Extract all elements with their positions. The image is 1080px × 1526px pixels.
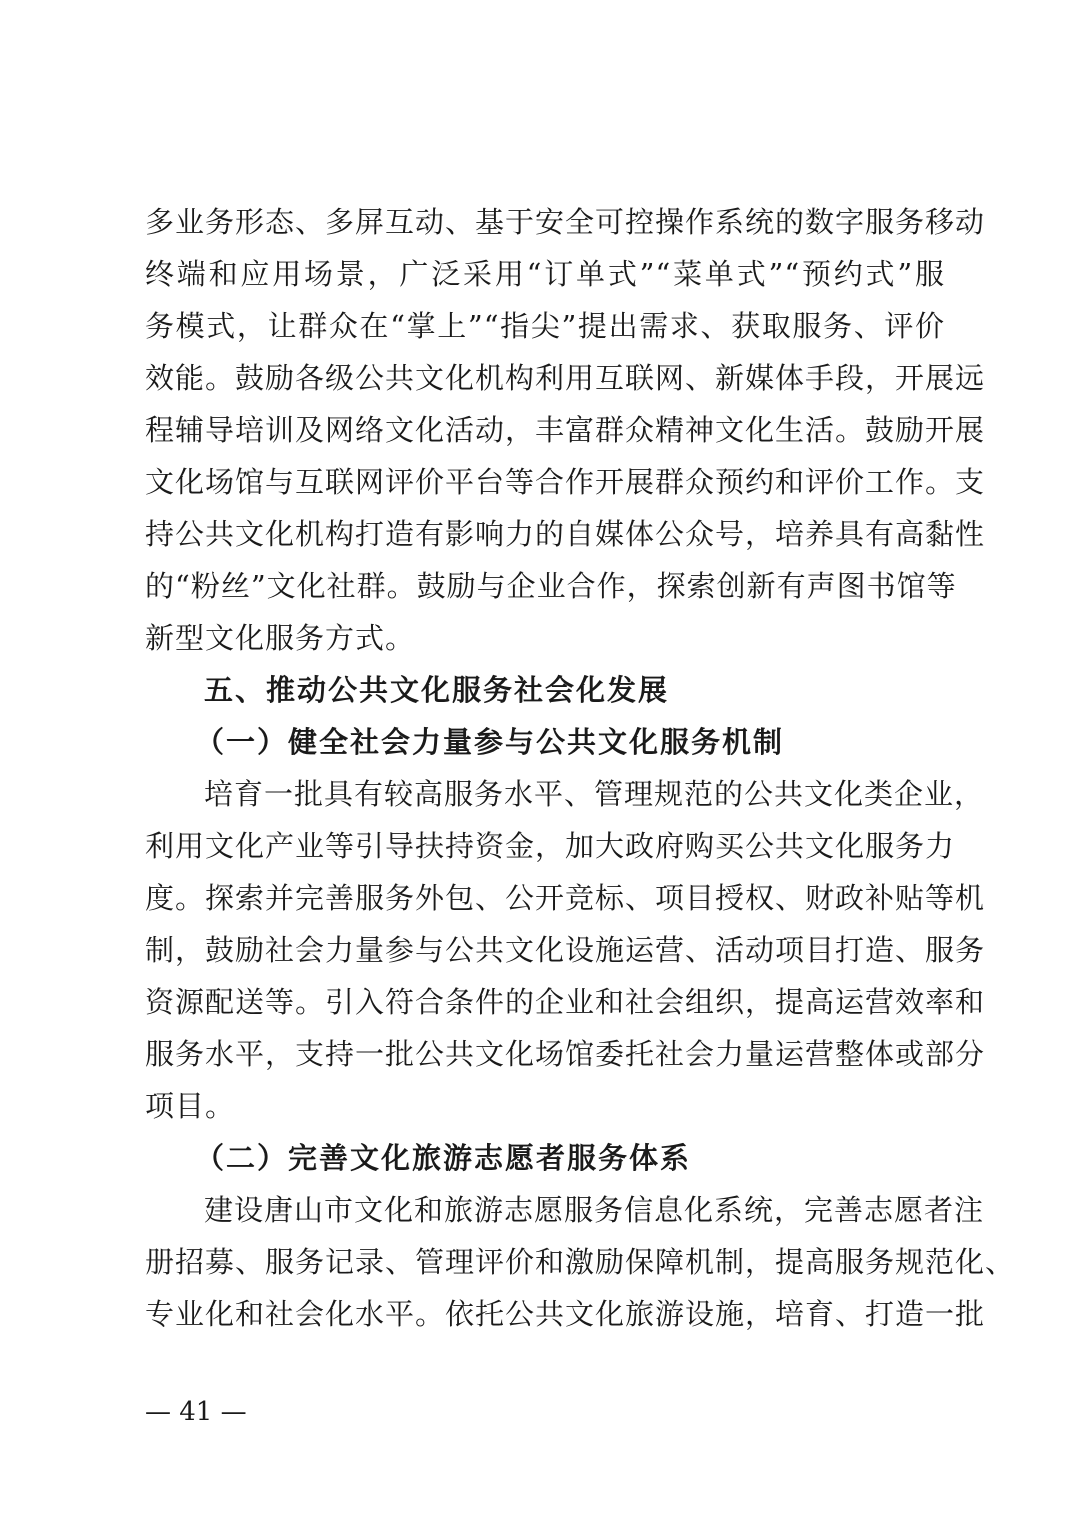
paragraph-line: 的“粉丝”文化社群。鼓励与企业合作，探索创新有声图书馆等 [145,569,957,603]
paragraph-line: 利用文化产业等引导扶持资金，加大政府购买公共文化服务力 [145,829,956,863]
paragraph-line: 资源配送等。引入符合条件的企业和社会组织，提高运营效率和 [145,985,986,1019]
paragraph-line: 新型文化服务方式。 [145,621,416,655]
page-number: — 41 — [145,1397,247,1427]
paragraph-line: 册招募、服务记录、管理评价和激励保障机制，提高服务规范化、 [145,1245,1016,1279]
paragraph-line: 度。探索并完善服务外包、公开竞标、项目授权、财政补贴等机 [145,881,986,915]
paragraph-line: 服务水平，支持一批公共文化场馆委托社会力量运营整体或部分 [145,1037,986,1071]
section-heading: 五、推动公共文化服务社会化发展 [204,673,670,707]
paragraph-line: 制，鼓励社会力量参与公共文化设施运营、活动项目打造、服务 [145,933,986,967]
paragraph-line: 建设唐山市文化和旅游志愿服务信息化系统，完善志愿者注 [204,1193,985,1227]
paragraph-line: 专业化和社会化水平。依托公共文化旅游设施，培育、打造一批 [145,1297,986,1331]
paragraph-line: 培育一批具有较高服务水平、管理规范的公共文化类企业， [204,777,985,811]
paragraph-line: 务模式，让群众在“掌上”“指尖”提出需求、获取服务、评价 [145,309,945,343]
subsection-heading: （二）完善文化旅游志愿者服务体系 [195,1141,692,1175]
subsection-heading: （一）健全社会力量参与公共文化服务机制 [195,725,785,759]
paragraph-line: 文化场馆与互联网评价平台等合作开展群众预约和评价工作。支 [145,465,986,499]
paragraph-line: 项目。 [145,1089,236,1123]
paragraph-line: 程辅导培训及网络文化活动，丰富群众精神文化生活。鼓励开展 [145,413,986,447]
paragraph-line: 持公共文化机构打造有影响力的自媒体公众号，培养具有高黏性 [145,517,986,551]
paragraph-line: 效能。鼓励各级公共文化机构利用互联网、新媒体手段，开展远 [145,361,986,395]
paragraph-line: 多业务形态、多屏互动、基于安全可控操作系统的数字服务移动 [145,205,986,239]
paragraph-line: 终端和应用场景，广泛采用“订单式”“菜单式”“预约式”服 [145,257,945,291]
